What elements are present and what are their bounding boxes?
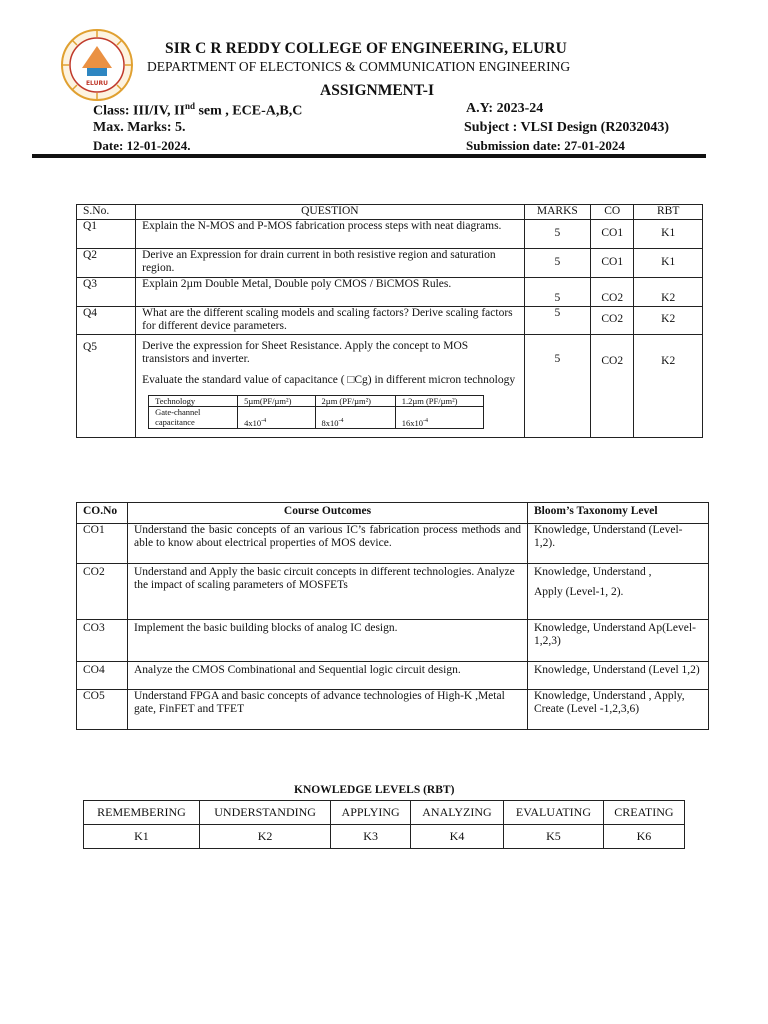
outcome-co: CO4 <box>77 661 128 689</box>
level-code: K6 <box>603 825 684 849</box>
course-outcomes-table <box>76 502 709 730</box>
outcome-row <box>77 563 709 619</box>
question-text: Explain the N-MOS and P-MOS fabrication process steps with neat diagrams. <box>136 219 524 248</box>
question-row <box>77 219 703 248</box>
question-number: Q1 <box>77 219 136 248</box>
college-logo <box>60 28 134 102</box>
cap-row-label: Gate-channel capacitance <box>149 407 238 429</box>
level-name: CREATING <box>603 801 684 825</box>
outcome-level: Knowledge, Understand (Level-1,2). <box>528 523 709 563</box>
question-row <box>77 306 703 334</box>
level-code: K2 <box>199 825 330 849</box>
academic-year: A.Y: 2023-24 <box>466 101 544 116</box>
outcome-co: CO1 <box>77 523 128 563</box>
class-info: Class: III/IV, IInd sem , ECE-A,B,C <box>93 101 303 119</box>
question-rbt: K2 <box>634 306 703 334</box>
outcome-co: CO5 <box>77 689 128 729</box>
outcome-row <box>77 619 709 661</box>
question-marks: 5 <box>524 306 591 334</box>
questions-table <box>76 204 703 438</box>
outcome-desc: Understand the basic concepts of an various IC’s fabrication process methods and able to know about electrical properties of MOS device. <box>128 523 528 563</box>
department-name: DEPARTMENT OF ELECTONICS & COMMUNICATION ENGINEERING <box>147 59 571 74</box>
outcome-level: Knowledge, Understand Ap(Level-1,2,3) <box>528 619 709 661</box>
question-row <box>77 334 703 438</box>
questions-header-row <box>77 205 703 220</box>
level-name: APPLYING <box>331 801 411 825</box>
cap-header-1-2um: 1.2µm (PF/µm²) <box>395 396 483 407</box>
question-rbt: K1 <box>634 219 703 248</box>
knowledge-levels-table <box>83 800 685 849</box>
cap-value-1-2um: $16x10^{-4}$ <box>395 407 483 429</box>
header-marks: MARKS <box>524 205 591 220</box>
question-marks: 5 <box>524 277 591 306</box>
outcome-desc: Analyze the CMOS Combinational and Sequential logic circuit design. <box>128 661 528 689</box>
question-marks: 5 <box>524 219 591 248</box>
max-marks: Max. Marks: 5. <box>93 120 186 135</box>
outcome-co: CO3 <box>77 619 128 661</box>
question-co: CO2 <box>591 277 634 306</box>
knowledge-levels-row <box>84 801 685 825</box>
question-co: CO2 <box>591 306 634 334</box>
question-number: Q3 <box>77 277 136 306</box>
level-code: K5 <box>504 825 604 849</box>
header-co: CO <box>591 205 634 220</box>
question-marks: 5 <box>524 334 591 438</box>
cap-value-5um: $4x10^{-4}$ <box>238 407 315 429</box>
outcome-row <box>77 523 709 563</box>
question-marks: 5 <box>524 248 591 277</box>
outcome-row <box>77 689 709 729</box>
college-name: SIR C R REDDY COLLEGE OF ENGINEERING, ELURU <box>165 40 567 57</box>
level-code: K3 <box>331 825 411 849</box>
header-question: QUESTION <box>136 205 524 220</box>
outcome-level: Knowledge, Understand , Apply, Create (Level -1,2,3,6) <box>528 689 709 729</box>
question-rbt: K2 <box>634 277 703 306</box>
knowledge-levels-title: KNOWLEDGE LEVELS (RBT) <box>294 784 455 796</box>
question-co: CO1 <box>591 248 634 277</box>
question-row <box>77 248 703 277</box>
level-code: K1 <box>84 825 200 849</box>
outcome-level-line1: Knowledge, Understand , <box>534 565 652 578</box>
question-co: CO2 <box>591 334 634 438</box>
outcome-level: Knowledge, Understand (Level 1,2) <box>528 661 709 689</box>
header-course-outcomes: Course Outcomes <box>128 503 528 524</box>
question-text: Derive an Expression for drain current in both resistive region and saturation region. <box>136 248 524 277</box>
outcome-desc: Understand and Apply the basic circuit concepts in different technologies. Analyze the impact of scaling parameters of MOSFETs <box>128 563 528 619</box>
knowledge-codes-row <box>84 825 685 849</box>
question-rbt: K1 <box>634 248 703 277</box>
subject: Subject : VLSI Design (R2032043) <box>464 120 670 135</box>
outcome-row <box>77 661 709 689</box>
cap-header-2um: 2µm (PF/µm²) <box>315 396 395 407</box>
header-divider <box>32 154 706 158</box>
cap-header-5um: 5µm(PF/µm²) <box>238 396 315 407</box>
header-rbt: RBT <box>634 205 703 220</box>
outcome-level <box>528 563 709 619</box>
question-number: Q4 <box>77 306 136 334</box>
outcome-co: CO2 <box>77 563 128 619</box>
question-text-part2: Evaluate the standard value of capacitance ( □Cg) in different micron technology <box>142 373 516 386</box>
question-text: What are the different scaling models and scaling factors? Derive scaling factors for different device parameters. <box>136 306 524 334</box>
assignment-title: ASSIGNMENT-I <box>320 82 434 99</box>
question-number: Q5 <box>77 334 136 438</box>
cap-header-technology: Technology <box>149 396 238 407</box>
question-text: Explain 2µm Double Metal, Double poly CMOS / BiCMOS Rules. <box>136 277 524 306</box>
header-co-no: CO.No <box>77 503 128 524</box>
question-number: Q2 <box>77 248 136 277</box>
question-row <box>77 277 703 306</box>
header-sno: S.No. <box>77 205 136 220</box>
outcome-desc: Implement the basic building blocks of analog IC design. <box>128 619 528 661</box>
level-name: REMEMBERING <box>84 801 200 825</box>
cap-value-2um: $8x10^{-4}$ <box>315 407 395 429</box>
submission-date: Submission date: 27-01-2024 <box>466 138 625 153</box>
question-text-part1: Derive the expression for Sheet Resistance. Apply the concept to MOS transistors and inverter. <box>142 339 469 365</box>
outcomes-header-row <box>77 503 709 524</box>
level-code: K4 <box>410 825 503 849</box>
level-name: ANALYZING <box>410 801 503 825</box>
question-rbt: K2 <box>634 334 703 438</box>
outcome-desc: Understand FPGA and basic concepts of advance technologies of High-K ,Metal gate, FinFET and TFET <box>128 689 528 729</box>
level-name: EVALUATING <box>504 801 604 825</box>
date: Date: 12-01-2024. <box>93 138 191 153</box>
svg-text:ELURU: ELURU <box>85 80 109 87</box>
question-text <box>136 334 524 438</box>
header-blooms-level: Bloom’s Taxonomy Level <box>528 503 709 524</box>
capacitance-table <box>148 395 484 429</box>
level-name: UNDERSTANDING <box>199 801 330 825</box>
question-co: CO1 <box>591 219 634 248</box>
outcome-level-line2: Apply (Level-1, 2). <box>534 586 624 598</box>
